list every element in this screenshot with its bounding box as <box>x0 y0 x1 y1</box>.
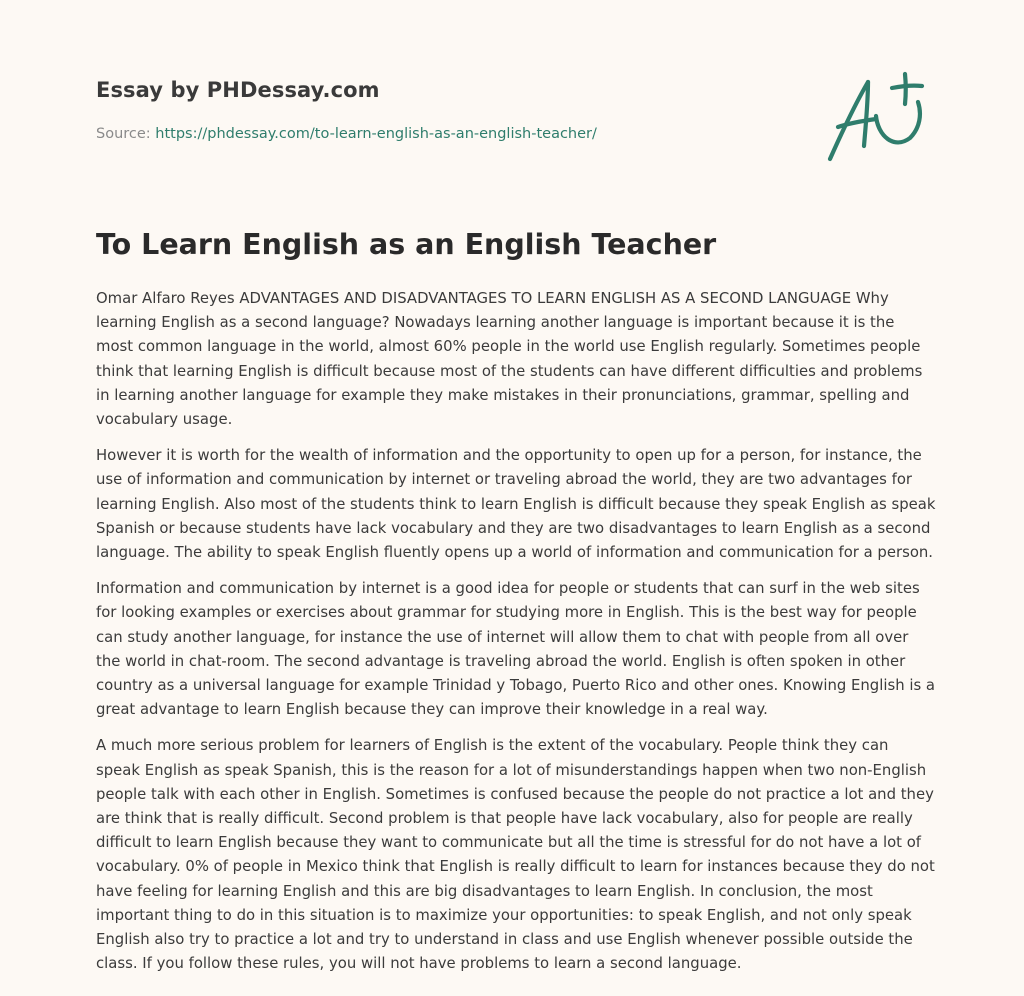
source-line <box>96 124 796 144</box>
essay-body <box>96 286 936 987</box>
a-plus-grade-logo-icon <box>824 70 928 164</box>
essay-paragraph: Information and communication by internet is a good idea for people or students that can surf in the web sites for looking examples or exercises about grammar for studying more in English. This is the best way for people can study another language, for instance the use of internet will allow them to chat with people from all over the world in chat-room. The second advantage is traveling abroad the world. English is often spoken in other country as a universal language for example Trinidad y Tobago, Puerto Rico and other ones. Knowing English is a great advantage to learn English because they can improve their knowledge in a real way. <box>96 579 936 719</box>
essay-paragraph: A much more serious problem for learners of English is the extent of the vocabulary. People think they can speak English as speak Spanish, this is the reason for a lot of misunderstandings happen when two non-English people talk with each other in English. Sometimes is confused because the people do not practice a lot and they are think that is really difficult. Second problem is that people have lack vocabulary, also for people are really difficult to learn English because they want to communicate but all the time is stressful for do not have a lot of vocabulary. 0% of people in Mexico think that English is really difficult to learn for instances because they do not have feeling for learning English and this are big disadvantages to learn English. In conclusion, the most important thing to do in this situation is to maximize your opportunities: to speak English, and not only speak English also try to practice a lot and try to understand in class and use English whenever possible outside the class. If you follow these rules, you will not have problems to learn a second language. <box>96 736 935 973</box>
essay-paragraph: Omar Alfaro Reyes ADVANTAGES AND DISADVANTAGES TO LEARN ENGLISH AS A SECOND LANGUAGE Why learning English as a second language? Nowadays learning another language is important because it is the most common language in the world, almost 60% people in the world use English regularly. Sometimes people think that learning English is difficult because most of the students can have different difficulties and problems in learning another language for example they make mistakes in their pronunciations, grammar, spelling and vocabulary usage. <box>96 289 923 429</box>
essay-title: To Learn English as an English Teacher <box>96 228 717 261</box>
site-name: Essay by PHDessay.com <box>96 78 380 102</box>
page-header <box>96 76 796 144</box>
source-link[interactable]: https://phdessay.com/to-learn-english-as-an-english-teacher/ <box>155 126 597 142</box>
source-label: Source: <box>96 126 156 142</box>
essay-paragraph: However it is worth for the wealth of information and the opportunity to open up for a person, for instance, the use of information and communication by internet or traveling abroad the world, they are two advantages for learning English. Also most of the students think to learn English is difficult because they speak English as speak Spanish or because students have lack vocabulary and they are two disadvantages to learn English as a second language. The ability to speak English fluently opens up a world of information and communication for a person. <box>96 446 936 562</box>
